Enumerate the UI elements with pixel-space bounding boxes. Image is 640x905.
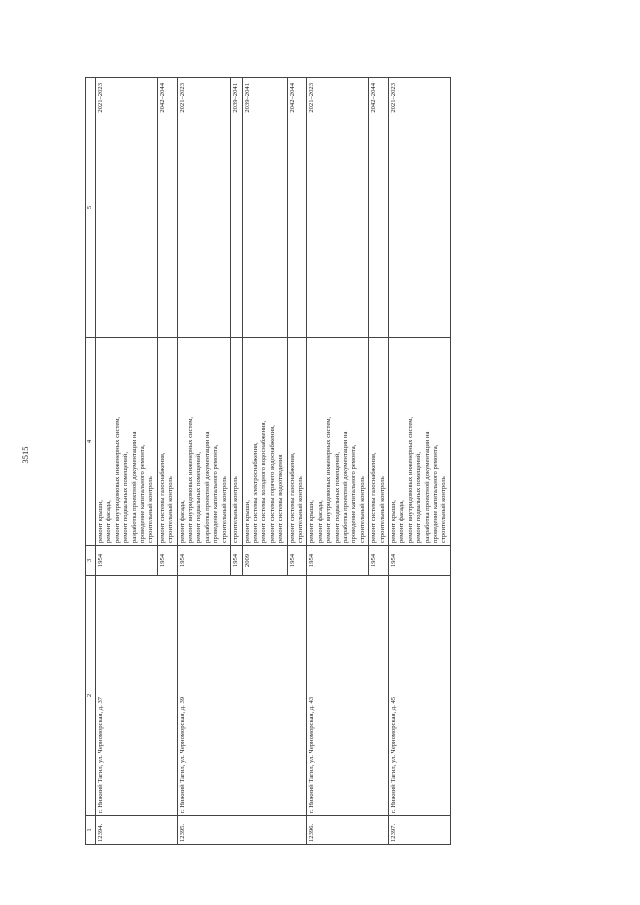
repair-works bbox=[389, 338, 451, 546]
repair-period: 2021–2023 bbox=[307, 78, 369, 338]
repair-period: 2042–2044 bbox=[287, 78, 307, 338]
work-item: ремонт внутридомовых инженерных систем, bbox=[187, 416, 195, 543]
work-item: ремонт фасада, bbox=[398, 500, 406, 543]
record-number: 12394. bbox=[96, 816, 178, 845]
work-item: строительный контроль bbox=[232, 476, 240, 543]
work-item: ремонт системы электроснабжения, bbox=[251, 442, 259, 543]
work-item: строительный контроль bbox=[220, 476, 228, 543]
build-year: 1954 bbox=[231, 546, 242, 576]
table-row bbox=[177, 78, 230, 845]
work-item: ремонт подвальных помещений, bbox=[195, 452, 203, 543]
work-item: проведение капитального ремонта, bbox=[212, 444, 220, 543]
record-number: 12395. bbox=[177, 816, 307, 845]
column-header-4: 4 bbox=[86, 338, 96, 546]
build-year: 1954 bbox=[287, 546, 307, 576]
work-item: строительный контроль bbox=[378, 476, 386, 543]
building-address: г. Нижний Тагил, ул. Черноморская, д. 37 bbox=[96, 576, 178, 816]
work-item: ремонт крыши, bbox=[390, 500, 397, 543]
work-item: ремонт подвальных помещений, bbox=[415, 452, 423, 543]
repair-works bbox=[242, 338, 287, 546]
work-item: ремонт системы водоотведения bbox=[277, 454, 285, 543]
repair-period: 2042–2044 bbox=[369, 78, 389, 338]
work-item: ремонт фасада, bbox=[178, 500, 186, 543]
build-year: 1954 bbox=[307, 546, 369, 576]
work-item: ремонт подвальных помещений, bbox=[122, 452, 130, 543]
build-year: 1954 bbox=[157, 546, 177, 576]
work-item: ремонт системы газоснабжения, bbox=[158, 452, 166, 543]
page-number: 3515 bbox=[20, 446, 30, 464]
work-item: ремонт внутридомовых инженерных систем, bbox=[325, 416, 333, 543]
work-item: ремонт фасада, bbox=[105, 500, 113, 543]
work-item: строительный контроль bbox=[167, 476, 175, 543]
column-header-2: 2 bbox=[86, 576, 96, 816]
repair-works bbox=[157, 338, 177, 546]
repair-period: 2039–2041 bbox=[231, 78, 242, 338]
repair-schedule-table bbox=[85, 77, 451, 845]
column-header-5: 5 bbox=[86, 78, 96, 338]
repair-works bbox=[96, 338, 158, 546]
column-header-3: 3 bbox=[86, 546, 96, 576]
work-item: ремонт внутридомовых инженерных систем, bbox=[113, 416, 121, 543]
work-item: ремонт системы газоснабжения, bbox=[288, 452, 296, 543]
table-row bbox=[96, 78, 158, 845]
build-year: 1954 bbox=[389, 546, 451, 576]
work-item: проведение капитального ремонта, bbox=[139, 444, 147, 543]
repair-works bbox=[231, 338, 242, 546]
work-item: разработка проектной документации на bbox=[423, 431, 431, 543]
repair-works bbox=[177, 338, 230, 546]
work-item: проведение капитального ремонта, bbox=[350, 444, 358, 543]
work-item: ремонт системы холодного водоснабжения, bbox=[260, 420, 268, 543]
work-item: ремонт внутридомовых инженерных систем, bbox=[406, 416, 414, 543]
work-item: ремонт крыши, bbox=[243, 500, 251, 543]
column-header-1: 1 bbox=[86, 816, 96, 845]
building-address: г. Нижний Тагил, ул. Черноморская, д. 43 bbox=[307, 576, 389, 816]
work-item: проведение капитального ремонта, bbox=[432, 444, 440, 543]
build-year: 1954 bbox=[369, 546, 389, 576]
work-item: разработка проектной документации на bbox=[130, 431, 138, 543]
work-item: строительный контроль bbox=[147, 476, 155, 543]
work-item: строительный контроль bbox=[296, 476, 304, 543]
repair-period: 2042–2044 bbox=[157, 78, 177, 338]
build-year: 1954 bbox=[96, 546, 158, 576]
work-item: разработка проектной документации на bbox=[341, 431, 349, 543]
work-item: строительный контроль bbox=[358, 476, 366, 543]
repair-works bbox=[287, 338, 307, 546]
record-number: 12397. bbox=[389, 816, 451, 845]
table-body bbox=[96, 78, 451, 845]
table-row bbox=[389, 78, 451, 845]
work-item: ремонт системы газоснабжения, bbox=[370, 452, 378, 543]
work-item: ремонт крыши, bbox=[97, 500, 104, 543]
repair-works bbox=[307, 338, 369, 546]
column-number-row bbox=[86, 78, 96, 845]
building-address: г. Нижний Тагил, ул. Черноморская, д. 39 bbox=[177, 576, 307, 816]
work-item: разработка проектной документации на bbox=[203, 431, 211, 543]
table-row bbox=[307, 78, 369, 845]
work-item: ремонт системы горячего водоснабжения, bbox=[268, 425, 276, 543]
repair-period: 2021–2023 bbox=[96, 78, 158, 338]
build-year: 2009 bbox=[242, 546, 287, 576]
repair-works bbox=[369, 338, 389, 546]
work-item: строительный контроль bbox=[440, 476, 448, 543]
work-item: ремонт крыши, bbox=[308, 500, 316, 543]
build-year: 1954 bbox=[177, 546, 230, 576]
rotated-table-wrapper bbox=[85, 78, 590, 845]
work-item: ремонт подвальных помещений, bbox=[333, 452, 341, 543]
repair-period: 2021–2023 bbox=[177, 78, 230, 338]
record-number: 12396. bbox=[307, 816, 389, 845]
repair-period: 2039–2041 bbox=[242, 78, 287, 338]
repair-period: 2021–2023 bbox=[389, 78, 451, 338]
building-address: г. Нижний Тагил, ул. Черноморская, д. 45 bbox=[389, 576, 451, 816]
work-item: ремонт фасада, bbox=[316, 500, 324, 543]
